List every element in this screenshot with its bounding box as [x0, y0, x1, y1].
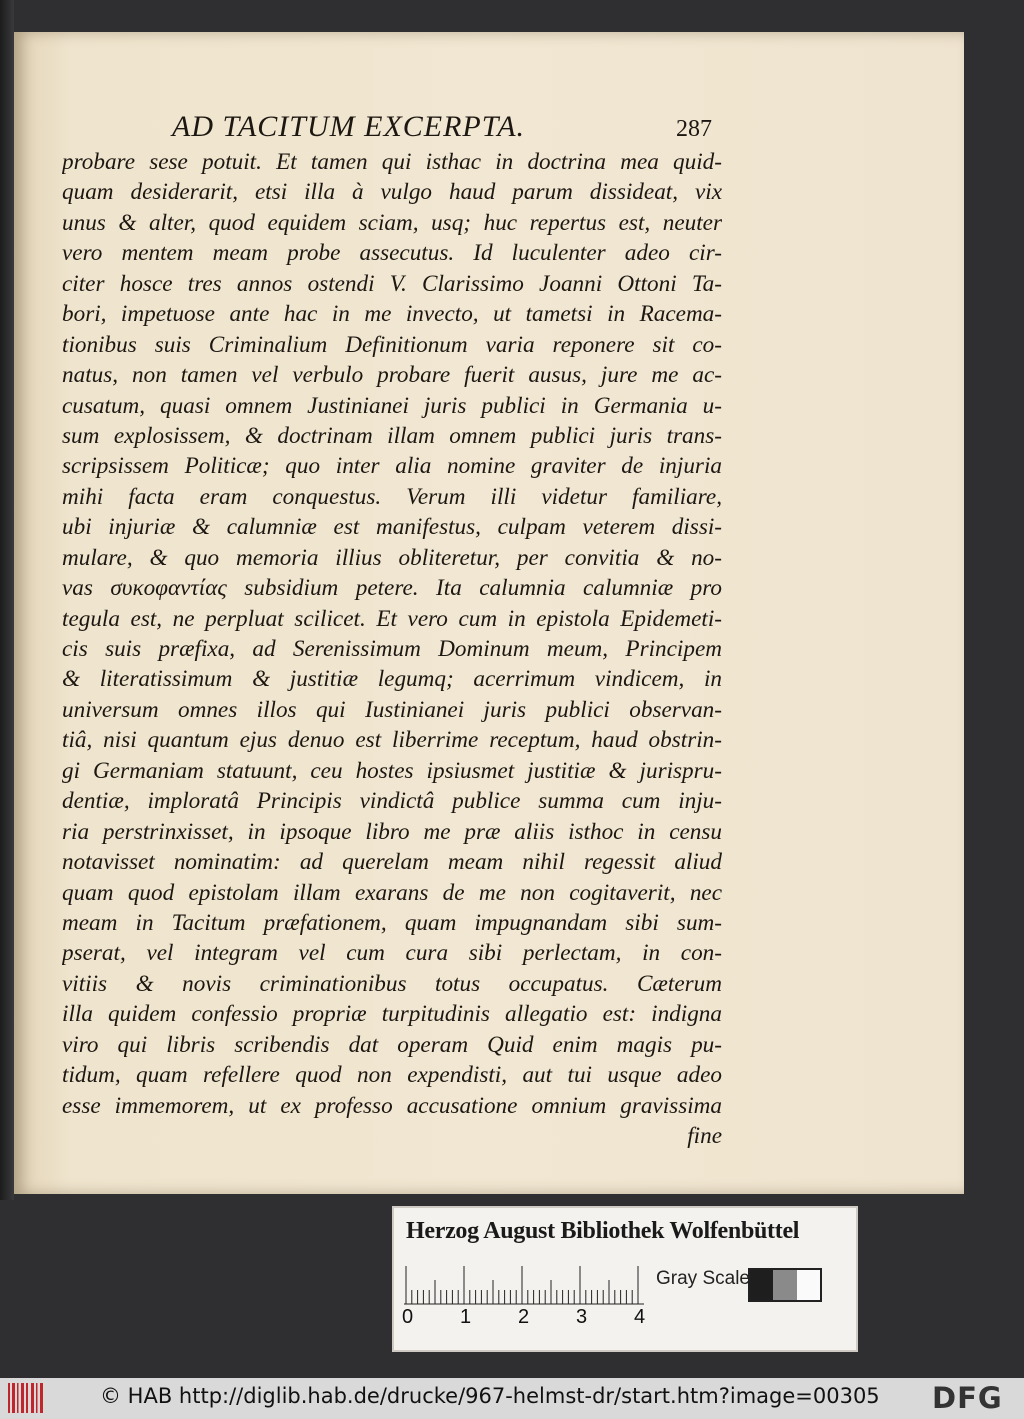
text-line: gi Germaniam statuunt, ceu hostes ipsiusmet justitiæ & jurispru- [62, 757, 722, 784]
text-line: dentiæ, imploratâ Principis vindictâ publice summa cum inju- [62, 788, 722, 815]
text-line: scripsissem Politicæ; quo inter alia nomine graviter de injuria [62, 453, 722, 480]
text-line: notavisset nominatim: ad querelam meam nihil regessit aliud [62, 849, 722, 876]
text-line: vitiis & novis criminationibus totus occupatus. Cæterum [62, 970, 722, 997]
text-line: probare sese potuit. Et tamen qui isthac in doctrina mea quid- [62, 149, 722, 175]
text-line: bori, impetuose ante hac in me invecto, ut tametsi in Racema- [62, 301, 722, 328]
text-line: unus & alter, quod equidem sciam, usq; huc repertus est, neuter [62, 209, 722, 236]
gray-scale-swatches [748, 1268, 822, 1302]
running-head [172, 110, 712, 150]
text-line: illa quidem confessio propriæ turpitudinis allegatio est: indigna [62, 1001, 722, 1028]
text-line: tiâ, nisi quantum ejus denuo est liberrime receptum, haud obstrin- [62, 727, 722, 754]
text-line: tegula est, ne perpluat scilicet. Et vero cum in epistola Epidemeti- [62, 605, 722, 632]
text-line: esse immemorem, ut ex professo accusatione omnium gravissima [62, 1092, 722, 1119]
copyright-link[interactable]: © HAB http://diglib.hab.de/drucke/967-helmst-dr/start.htm?image=00305 [100, 1384, 880, 1408]
library-label [392, 1206, 858, 1352]
text-line: natus, non tamen vel verbulo probare fuerit ausus, jure me ac- [62, 362, 722, 389]
gray-swatch [797, 1270, 820, 1300]
scale-number: 0 [402, 1306, 414, 1328]
text-line: viro qui libris scribendis dat operam Quid enim magis pu- [62, 1031, 722, 1058]
scale-number: 3 [576, 1306, 588, 1328]
dfg-logo: DFG [932, 1381, 1003, 1415]
text-line: vas συκοφαντίας subsidium petere. Ita calumnia calumniæ pro [62, 575, 722, 602]
text-line: cusatum, quasi omnem Justinianei juris publici in Germania u- [62, 392, 722, 419]
text-line: mihi facta eram conquestus. Verum illi videtur familiare, [62, 483, 722, 510]
barcode-icon [8, 1383, 46, 1413]
text-line: quam quod epistolam illam exarans de me non cogitaverit, nec [62, 879, 722, 906]
text-line: cis suis præfixa, ad Serenissimum Dominum meum, Principem [62, 636, 722, 662]
catchword: fine [687, 1123, 722, 1149]
page-number: 287 [676, 116, 712, 142]
text-line: tidum, quam refellere quod non expendisti, aut tui usque adeo [62, 1062, 722, 1089]
running-head-title: AD TACITUM EXCERPTA. [172, 110, 526, 143]
scale-ruler [404, 1266, 644, 1306]
text-line: quam desiderarit, etsi illa à vulgo haud parum dissideat, vix [62, 179, 722, 206]
text-line: mulare, & quo memoria illius obliteretur, per convitia & no- [62, 544, 722, 571]
book-spine-shadow [0, 0, 14, 1200]
gray-scale-label: Gray Scale [656, 1268, 750, 1289]
scale-number: 4 [634, 1306, 646, 1328]
text-line: tionibus suis Criminalium Definitionum varia reponere sit co- [62, 331, 722, 358]
scale-numbers [402, 1306, 652, 1332]
text-line: universum omnes illos qui Iustinianei juris publici observan- [62, 696, 722, 723]
scale-number: 2 [518, 1306, 530, 1328]
text-line: citer hosce tres annos ostendi V. Clarissimo Joanni Ottoni Ta- [62, 270, 722, 297]
library-name: Herzog August Bibliothek Wolfenbüttel [406, 1218, 800, 1244]
body-text [62, 147, 722, 1151]
gray-swatch [773, 1270, 796, 1300]
text-line: ubi injuriæ & calumniæ est manifestus, culpam veterem dissi- [62, 514, 722, 541]
text-line: meam in Tacitum præfationem, quam impugnandam sibi sum- [62, 909, 722, 936]
text-line: sum explosissem, & doctrinam illam omnem publici juris trans- [62, 422, 722, 449]
text-line: & literatissimum & justitiæ legumq; acerrimum vindicem, in [62, 666, 722, 693]
scale-number: 1 [460, 1306, 472, 1328]
text-line: pserat, vel integram vel cum cura sibi perlectam, in con- [62, 940, 722, 967]
footer-bar [0, 1378, 1024, 1419]
text-line: vero mentem meam probe assecutus. Id luculenter adeo cir- [62, 240, 722, 267]
text-line: ria perstrinxisset, in ipsoque libro me præ aliis isthoc in censu [62, 818, 722, 845]
gray-swatch [750, 1270, 773, 1300]
